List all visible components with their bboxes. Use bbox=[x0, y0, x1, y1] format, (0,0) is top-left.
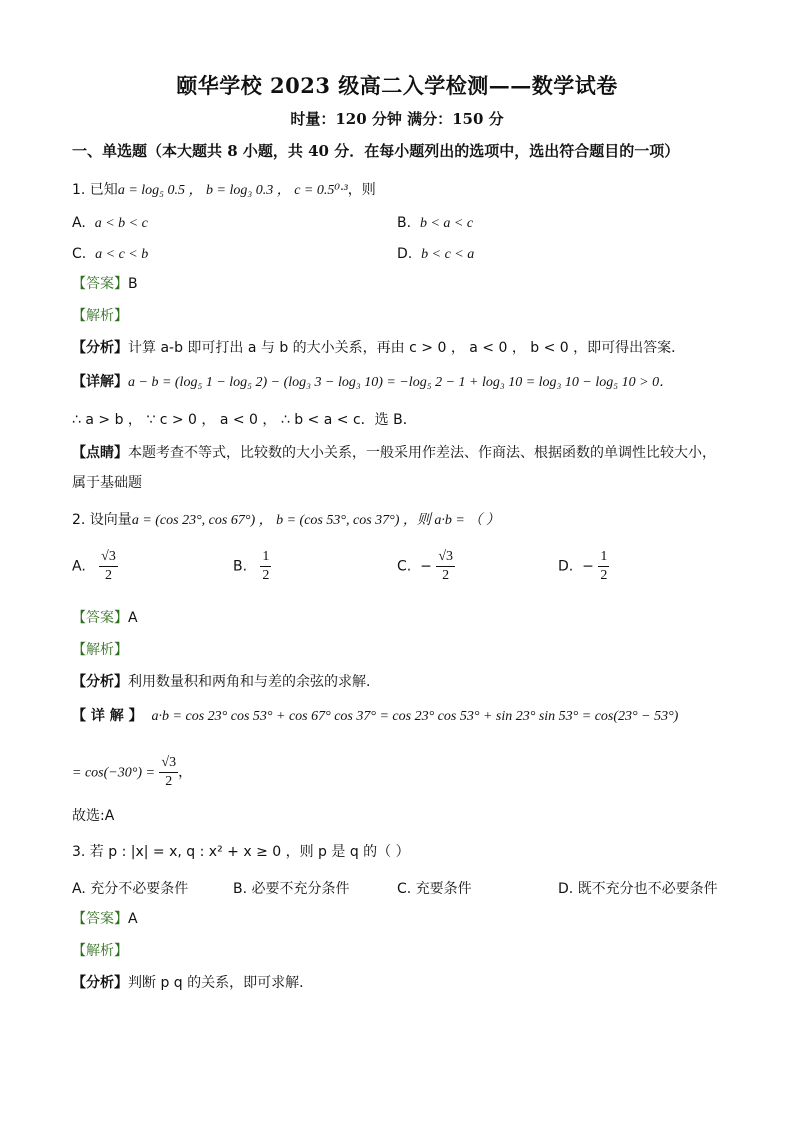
q3-option-a bbox=[72, 879, 188, 899]
q3-analysis-tag: 【解析】 bbox=[72, 943, 128, 959]
q1-analysis-tag: 【解析】 bbox=[72, 308, 128, 324]
q2-stem-prefix: 2. 设向量 bbox=[72, 512, 132, 528]
q2-xiangjie bbox=[72, 706, 678, 727]
q1-stem-suffix: ，则 bbox=[347, 182, 376, 198]
option-label: B. bbox=[397, 215, 412, 231]
option-fraction bbox=[598, 548, 609, 585]
option-label: A. bbox=[72, 881, 86, 897]
q2-option-a bbox=[72, 548, 118, 585]
option-fraction bbox=[260, 548, 271, 585]
xiangjie-tag: 【 详 解 】 bbox=[72, 708, 143, 724]
q2-answer bbox=[72, 608, 138, 628]
fraction-denominator: 2 bbox=[600, 568, 608, 583]
q2-stem-math: a = (cos 23°, cos 67°) ， b = (cos 53°, cos 37°) ，则 a·b = （ ） bbox=[131, 513, 500, 528]
fraction-denominator: 2 bbox=[104, 568, 112, 583]
fraction-denominator: 2 bbox=[262, 568, 270, 583]
option-text: 充要条件 bbox=[415, 881, 472, 897]
q3-option-b bbox=[233, 879, 350, 899]
answer-value: A bbox=[128, 911, 138, 927]
option-text: b < a < c bbox=[419, 216, 474, 231]
fenxi-text: 计算 a-b 即可打出 a 与 b 的大小关系，再由 c > 0 ， a < 0 ， b < 0 ，即可得出答案． bbox=[128, 340, 686, 356]
q1-dianjing-cont: 属于基础题 bbox=[72, 475, 142, 491]
dianjing-text: 本题考查不等式，比较数的大小关系，一般采用作差法、作商法、根据函数的单调性比较大小， bbox=[128, 445, 716, 461]
q1-stem-prefix: 1. 已知 bbox=[72, 182, 118, 198]
option-text: a < b < c bbox=[94, 216, 148, 231]
fraction-numerator: √3 bbox=[436, 548, 455, 567]
q1-stem bbox=[72, 180, 376, 201]
option-label: D. bbox=[558, 558, 574, 575]
result-fraction bbox=[159, 754, 178, 791]
fenxi-tag: 【分析】 bbox=[72, 674, 128, 690]
option-label: D. bbox=[558, 881, 574, 897]
answer-tag: 【答案】 bbox=[72, 610, 128, 626]
option-label: D. bbox=[397, 246, 413, 262]
q1-xiangjie bbox=[72, 372, 673, 393]
fraction-denominator: 2 bbox=[442, 568, 450, 583]
page-subtitle: 时量：120 分钟 满分：150 分 bbox=[290, 110, 504, 128]
q3-stem: 3. 若 p : |x| = x, q : x² + x ≥ 0 ，则 p 是 q 的（ ） bbox=[72, 844, 410, 860]
fraction-numerator: 1 bbox=[260, 548, 271, 567]
fenxi-tag: 【分析】 bbox=[72, 975, 128, 991]
section-heading: 一、单选题（本大题共 8 小题，共 40 分．在每小题列出的选项中，选出符合题目的一项） bbox=[72, 142, 680, 160]
option-label: B. bbox=[233, 558, 248, 575]
q1-dianjing bbox=[72, 443, 716, 463]
option-label: A. bbox=[72, 558, 86, 575]
q1-answer bbox=[72, 274, 138, 294]
q1-option-c bbox=[72, 244, 148, 265]
q2-stem bbox=[72, 510, 500, 531]
q1-option-b bbox=[397, 213, 473, 234]
q1-option-a bbox=[72, 213, 148, 234]
option-text: 必要不充分条件 bbox=[251, 881, 350, 897]
xiangjie-text-2: = cos(−30°) = bbox=[72, 765, 155, 781]
q1-fenxi bbox=[72, 338, 685, 358]
xiangjie-end: ， bbox=[178, 764, 193, 781]
q2-xiangjie-cont bbox=[72, 754, 192, 791]
q2-option-b bbox=[233, 548, 271, 585]
option-label: B. bbox=[233, 881, 248, 897]
answer-value: B bbox=[128, 276, 138, 292]
answer-value: A bbox=[128, 610, 138, 626]
option-fraction bbox=[99, 548, 118, 585]
option-sign: − bbox=[420, 558, 432, 575]
dianjing-tag: 【点睛】 bbox=[72, 445, 128, 461]
fraction-numerator: √3 bbox=[99, 548, 118, 567]
page-title: 颐华学校 2023 级高二入学检测——数学试卷 bbox=[176, 73, 618, 98]
q1-stem-math: a = log₅ 0.5 ， b = log₃ 0.3 ， c = 0.5⁰·³ bbox=[117, 183, 348, 198]
option-text: 充分不必要条件 bbox=[90, 881, 189, 897]
option-text: a < c < b bbox=[95, 247, 149, 262]
fraction-numerator: √3 bbox=[159, 754, 178, 773]
answer-tag: 【答案】 bbox=[72, 276, 128, 292]
q2-option-c bbox=[397, 548, 455, 585]
q3-option-c bbox=[397, 879, 472, 899]
q2-option-d bbox=[558, 548, 609, 585]
xiangjie-text: a·b = cos 23° cos 53° + cos 67° cos 37° = cos 23° cos 53° + sin 23° sin 53° = cos(23° − 53°) bbox=[151, 709, 679, 724]
option-label: C. bbox=[397, 558, 412, 575]
fraction-denominator: 2 bbox=[165, 774, 173, 789]
option-text: b < c < a bbox=[421, 247, 475, 262]
xiangjie-tag: 【详解】 bbox=[72, 374, 128, 390]
option-text: 既不充分也不必要条件 bbox=[577, 881, 718, 897]
fraction-numerator: 1 bbox=[598, 548, 609, 567]
q1-option-d bbox=[397, 244, 474, 265]
option-sign: − bbox=[582, 558, 594, 575]
xiangjie-text: a − b = (log₅ 1 − log₅ 2) − (log₃ 3 − log₃ 10) = −log₅ 2 − 1 + log₃ 10 = log₃ 10 − log₅ 10 > 0． bbox=[128, 375, 674, 390]
fenxi-text: 利用数量积和两角和与差的余弦的求解. bbox=[128, 674, 371, 690]
q3-answer bbox=[72, 909, 138, 929]
option-label: A. bbox=[72, 215, 86, 231]
fenxi-text: 判断 p q 的关系，即可求解. bbox=[128, 975, 304, 991]
q2-analysis-tag: 【解析】 bbox=[72, 642, 128, 658]
q2-fenxi bbox=[72, 672, 370, 692]
q2-choice: 故选:A bbox=[72, 808, 115, 824]
option-label: C. bbox=[397, 881, 412, 897]
option-fraction bbox=[436, 548, 455, 585]
option-label: C. bbox=[72, 246, 87, 262]
answer-tag: 【答案】 bbox=[72, 911, 128, 927]
q3-option-d bbox=[558, 879, 718, 899]
q3-fenxi bbox=[72, 973, 304, 993]
fenxi-tag: 【分析】 bbox=[72, 340, 128, 356]
q1-conclusion: ∴ a > b ， ∵ c > 0 ， a < 0 ， ∴ b < a < c．选 B． bbox=[72, 412, 417, 428]
